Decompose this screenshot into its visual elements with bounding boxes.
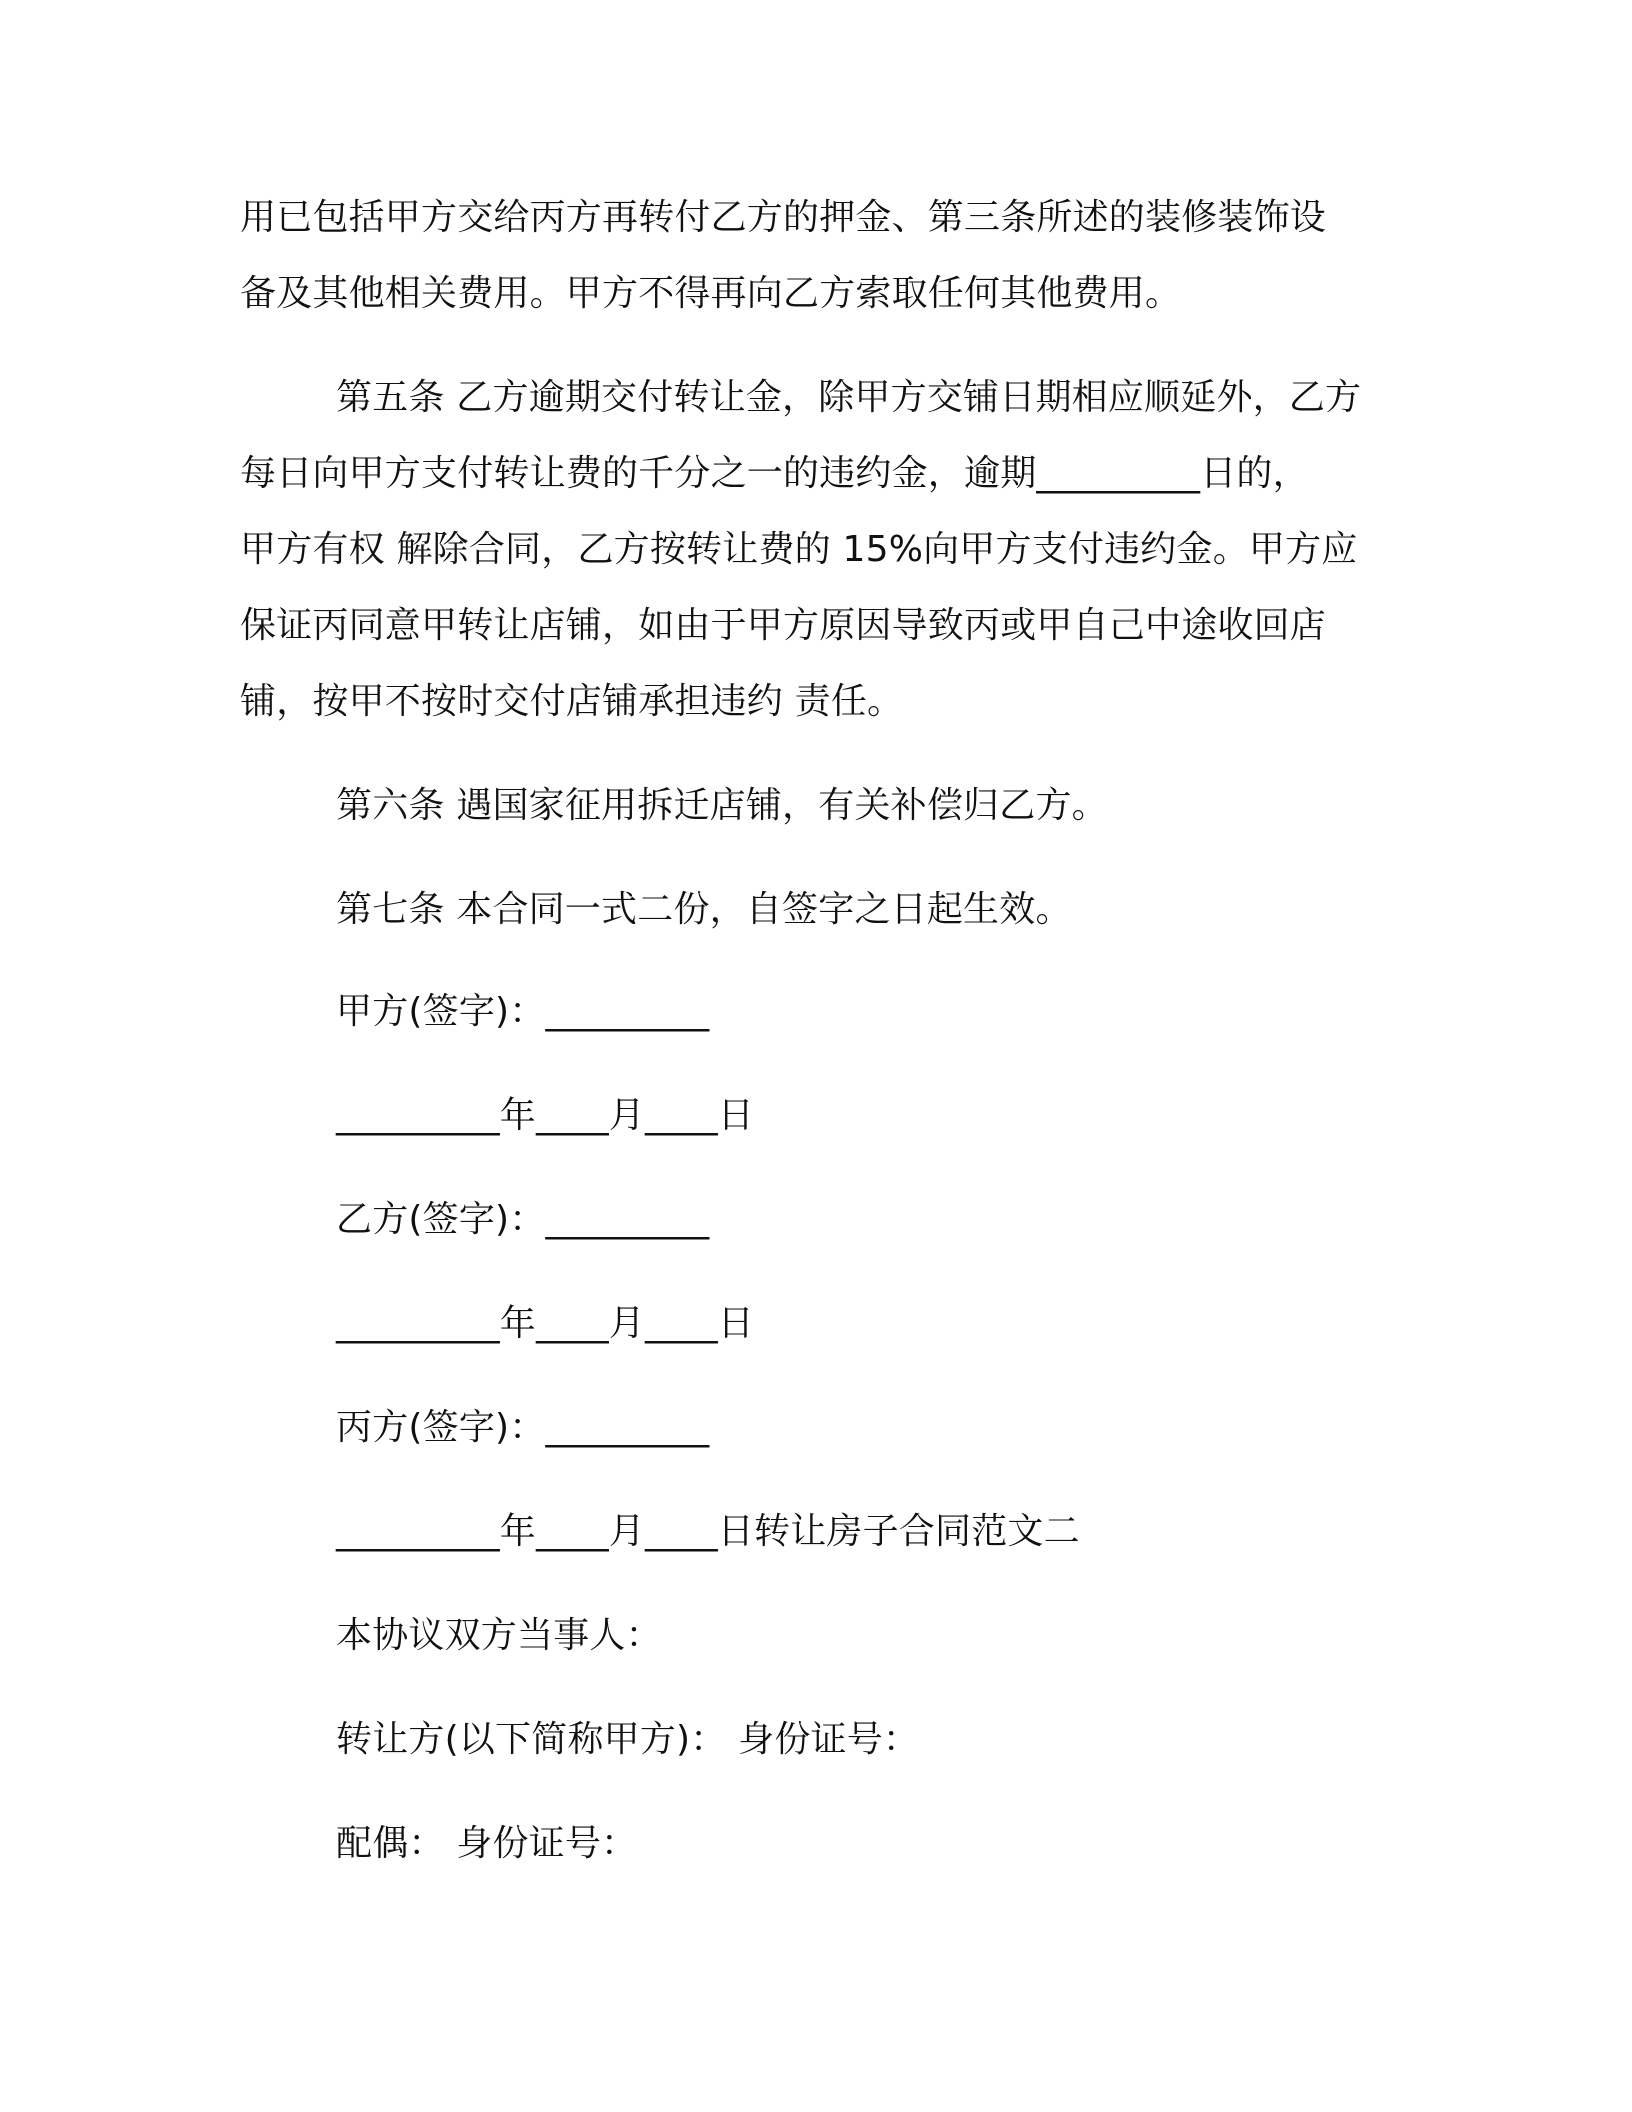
parties-heading: 本协议双方当事人：	[336, 1615, 662, 1656]
paragraph-line: 铺，按甲不按时交付店铺承担违约 责任。	[240, 681, 904, 722]
party-c-signature: 丙方(签字)：_________	[336, 1407, 710, 1448]
paragraph-line: 保证丙同意甲转让店铺，如由于甲方原因导致丙或甲自己中途收回店	[240, 605, 1327, 646]
party-b-date: _________年____月____日	[336, 1303, 754, 1344]
paragraph-line: 用已包括甲方交给丙方再转付乙方的押金、第三条所述的装修装饰设	[240, 197, 1327, 238]
paragraph-line: 甲方有权 解除合同，乙方按转让费的 15%向甲方支付违约金。甲方应	[240, 529, 1358, 570]
party-c-date-and-next-title: _________年____月____日转让房子合同范文二	[336, 1511, 1080, 1552]
party-b-signature: 乙方(签字)：_________	[336, 1199, 710, 1240]
transferor-line: 转让方(以下简称甲方)： 身份证号：	[336, 1719, 920, 1760]
article-5-line: 第五条 乙方逾期交付转让金，除甲方交铺日期相应顺延外，乙方	[336, 377, 1362, 418]
paragraph-line: 备及其他相关费用。甲方不得再向乙方索取任何其他费用。	[240, 273, 1182, 314]
spouse-line: 配偶： 身份证号：	[336, 1823, 638, 1864]
article-6-line: 第六条 遇国家征用拆迁店铺，有关补偿归乙方。	[336, 785, 1108, 826]
party-a-signature: 甲方(签字)：_________	[336, 991, 710, 1032]
party-a-date: _________年____月____日	[336, 1095, 754, 1136]
article-7-line: 第七条 本合同一式二份，自签字之日起生效。	[336, 889, 1072, 930]
paragraph-line: 每日向甲方支付转让费的千分之一的违约金，逾期_________日的，	[240, 453, 1309, 494]
